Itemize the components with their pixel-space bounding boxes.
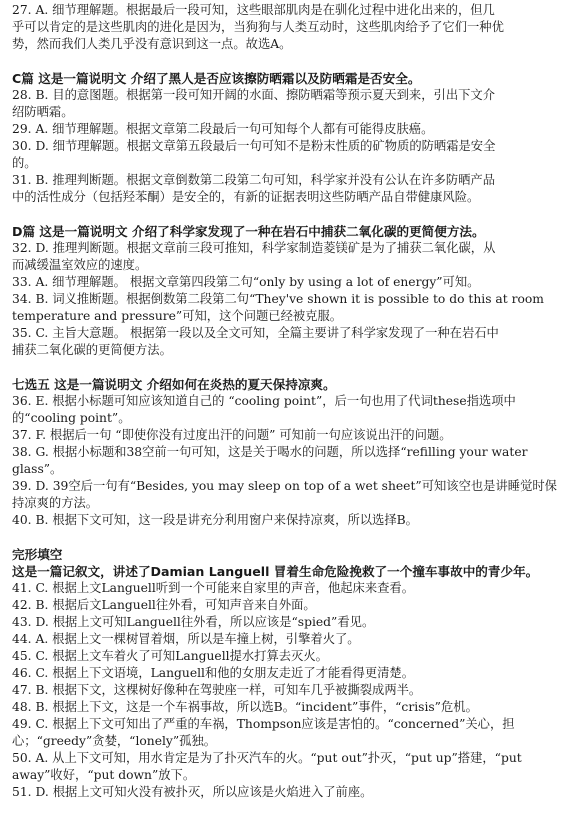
explanation-line: 49. C. 根据上下文可知出了严重的车祸，Thompson应该是害怕的。“concerned”关心，担 — [12, 717, 515, 731]
explanation-line: temperature and pressure”可知，这个问题已经被克服。 — [12, 309, 343, 323]
explanation-line: 47. B. 根据下文，这棵树好像种在驾驶座一样，可知车几乎被撕裂成两半。 — [12, 683, 422, 697]
explanation-line: 51. D. 根据上文可知火没有被扑灭，所以应该是火焰进入了前座。 — [12, 785, 373, 799]
explanation-line: 46. C. 根据上下文语境，Languell和他的女朋友走近了才能看得更清楚。 — [12, 666, 415, 680]
section-heading: 这是一篇记叙文，讲述了Damian Languell 冒着生命危险挽救了一个撞车事故中的青少年。 — [12, 564, 539, 579]
explanation-line: away”收好，“put down”放下。 — [12, 768, 196, 782]
explanation-line: 50. A. 从上下文可知，用水肯定是为了扑灭汽车的火。“put out”扑灭，“put up”搭建，“put — [12, 751, 522, 765]
explanation-line: 的。 — [12, 156, 37, 170]
explanation-line: 捕获二氧化碳的更简便方法。 — [12, 343, 172, 357]
explanation-line: 36. E. 根据小标题可知应该知道自己的 “cooling point”，后一句也用了代词these指选项中 — [12, 394, 516, 408]
explanation-line: 38. G. 根据小标题和38空前一句可知，这是关于喝水的问题，所以选择“refilling your water — [12, 445, 528, 459]
explanation-line: 39. D. 39空后一句有“Besides, you may sleep on top of a wet sheet”可知该空也是讲睡觉时保 — [12, 479, 557, 493]
explanation-line: 37. F. 根据后一句 “即使你没有过度出汗的问题” 可知前一句应该说出汗的问题。 — [12, 428, 452, 442]
explanation-line: 28. B. 目的意图题。根据第一段可知开阔的水面、擦防晒霜等预示夏天到来，引出下文介 — [12, 88, 496, 102]
explanation-line: 40. B. 根据下文可知，这一段是讲充分利用窗户来保持凉爽，所以选择B。 — [12, 513, 418, 527]
explanation-line: 而减缓温室效应的速度。 — [12, 258, 148, 272]
explanation-line: 绍防晒霜。 — [12, 105, 74, 119]
explanation-line: 43. D. 根据上文可知Languell往外看，所以应该是“spied”看见。 — [12, 615, 375, 629]
explanation-line: 34. B. 词义推断题。根据倒数第二段第二句“They've shown it is possible to do this at room — [12, 292, 544, 306]
explanation-line: glass”。 — [12, 462, 63, 476]
section-spacer — [12, 53, 580, 70]
section-spacer — [12, 529, 580, 546]
explanation-line: 42. B. 根据后文Languell往外看，可知声音来自外面。 — [12, 598, 316, 612]
answer-explanation-document — [0, 2, 586, 801]
section-heading: 七选五 这是一篇说明文 介绍如何在炎热的夏天保持凉爽。 — [12, 377, 336, 392]
explanation-line: 29. A. 细节理解题。根据文章第二段最后一句可知每个人都有可能得皮肤癌。 — [12, 122, 434, 136]
section-heading: D篇 这是一篇说明文 介绍了科学家发现了一种在岩石中捕获二氧化碳的更简便方法。 — [12, 224, 485, 239]
explanation-line: 32. D. 推理判断题。根据文章前三段可推知，科学家制造菱镁矿是为了捕获二氧化碳，从 — [12, 241, 496, 255]
explanation-line: 中的活性成分（包括羟苯酮）是安全的，有新的证据表明这些防晒产品自带健康风险。 — [12, 190, 480, 204]
explanation-line: 33. A. 细节理解题。 根据文章第四段第二句“only by using a lot of energy”可知。 — [12, 275, 480, 289]
section-heading: C篇 这是一篇说明文 介绍了黑人是否应该擦防晒霜以及防晒霜是否安全。 — [12, 71, 421, 86]
explanation-line: 35. C. 主旨大意题。 根据第一段以及全文可知，全篇主要讲了科学家发现了一种在岩石中 — [12, 326, 499, 340]
explanation-line: 乎可以肯定的是这些肌肉的进化是因为，当狗狗与人类互动时，这些肌肉给予了它们一种优 — [12, 20, 504, 34]
explanation-line: 持凉爽的方法。 — [12, 496, 99, 510]
explanation-line: 的“cooling point”。 — [12, 411, 131, 425]
explanation-line: 45. C. 根据上文车着火了可知Languell提水打算去灭火。 — [12, 649, 328, 663]
section-heading: 完形填空 — [12, 547, 63, 562]
explanation-line: 心；“greedy”贪婪，“lonely”孤独。 — [12, 734, 217, 748]
section-spacer — [12, 359, 580, 376]
explanation-line: 44. A. 根据上文一棵树冒着烟，所以是车撞上树，引擎着火了。 — [12, 632, 360, 646]
explanation-line: 31. B. 推理判断题。根据文章倒数第二段第二句可知，科学家并没有公认在许多防晒产品 — [12, 173, 496, 187]
explanation-line: 27. A. 细节理解题。根据最后一段可知，这些眼部肌肉是在驯化过程中进化出来的，但几 — [12, 3, 495, 17]
explanation-line: 势，然而我们人类几乎没有意识到这一点。故选A。 — [12, 37, 292, 51]
explanation-line: 48. B. 根据上下文，这是一个车祸事故，所以选B。“incident”事件，“crisis”危机。 — [12, 700, 478, 714]
section-spacer — [12, 206, 580, 223]
explanation-line: 41. C. 根据上文Languell听到一个可能来自家里的声音，他起床来查看。 — [12, 581, 415, 595]
explanation-line: 30. D. 细节理解题。根据文章第五段最后一句可知不是粉末性质的矿物质的防晒霜是安全 — [12, 139, 496, 153]
